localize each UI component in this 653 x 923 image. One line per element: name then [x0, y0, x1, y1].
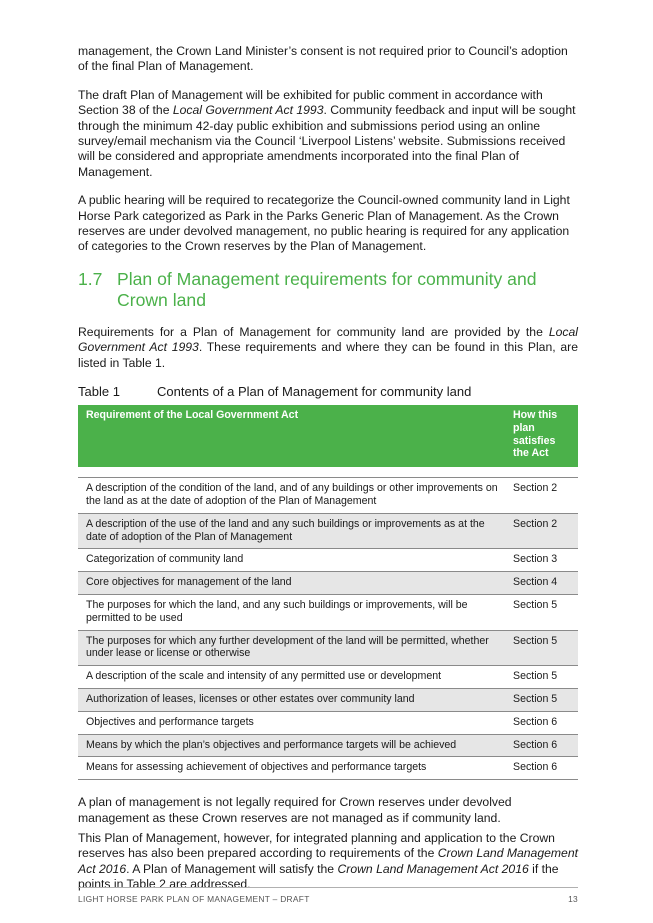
table-header-row — [78, 405, 578, 467]
document-page — [78, 44, 578, 893]
requirement-cell: The purposes for which any further development of the land will be permitted, whether under lease or license or otherwise — [78, 630, 509, 666]
requirement-cell: Core objectives for management of the land — [78, 572, 509, 595]
section-cell: Section 2 — [509, 513, 578, 549]
section-cell: Section 3 — [509, 549, 578, 572]
table-label: Table 1 — [78, 384, 120, 400]
table-row — [78, 757, 578, 780]
section-cell: Section 6 — [509, 734, 578, 757]
text-run: management, the Crown Land Minister’s consent is not required prior to Council’s adoption of the final Plan of Management. — [78, 44, 568, 74]
section-cell: Section 4 — [509, 572, 578, 595]
section-cell: Section 6 — [509, 711, 578, 734]
section-number: 1.7 — [78, 268, 103, 289]
act-citation: Crown Land Management Act 2016 — [78, 846, 578, 876]
crown-paragraph-2 — [78, 831, 578, 893]
table-row — [78, 711, 578, 734]
requirement-cell: Means for assessing achievement of objectives and performance targets — [78, 757, 509, 780]
section-cell: Section 5 — [509, 689, 578, 712]
requirement-cell: Means by which the plan’s objectives and performance targets will be achieved — [78, 734, 509, 757]
section-cell: Section 5 — [509, 595, 578, 631]
text-run: A plan of management is not legally required for Crown reserves under devolved management as these Crown reserves are not managed as if community land. — [78, 795, 512, 825]
table-row — [78, 595, 578, 631]
table-row — [78, 513, 578, 549]
text-run: The draft Plan of Management will be exhibited for public comment in accordance with Section 38 of the — [78, 87, 543, 118]
act-citation: Local Government Act 1993 — [172, 103, 324, 118]
header-requirement: Requirement of the Local Government Act — [78, 405, 509, 467]
section-heading — [78, 269, 578, 311]
table-row — [78, 630, 578, 666]
text-run: . Community feedback and input will be sought through the minimum 42-day public exhibition and submissions period using an online survey/email mechanism via the Council ‘Liverpool Listens’ website. Submissions received will be considered and appropriate amendments incorporated into the final Plan of Management. — [78, 103, 576, 179]
requirement-cell: A description of the condition of the land, and of any buildings or other improvements on the land as at the date of adoption of the Plan of Management — [78, 478, 509, 514]
requirement-cell: Authorization of leases, licenses or other estates over community land — [78, 689, 509, 712]
intro-paragraph-3 — [78, 193, 578, 255]
requirement-cell: A description of the scale and intensity of any permitted use or development — [78, 666, 509, 689]
text-run: Requirements for a Plan of Management for community land are provided by the — [78, 324, 549, 339]
table-spacer-row — [78, 467, 578, 478]
text-run: if the points in Table 2 are addressed. — [78, 861, 559, 892]
act-citation: Local Government Act 1993 — [78, 324, 578, 355]
requirement-cell: A description of the use of the land and any such buildings or improvements as at the date of adoption of the Plan of Management — [78, 513, 509, 549]
requirements-paragraph — [78, 325, 578, 371]
table-row — [78, 549, 578, 572]
table-caption — [78, 383, 578, 400]
page-number: 13 — [568, 894, 578, 904]
table-caption-text: Contents of a Plan of Management for community land — [157, 384, 472, 400]
text-run: A public hearing will be required to recategorize the Council-owned community land in Light Horse Park categorized as Park in the Parks Generic Plan of Management. As the Crown reserves are under devolved management, no public hearing is required for any application of categories to the Crown reserves by the Plan of Management. — [78, 193, 570, 254]
section-cell: Section 5 — [509, 666, 578, 689]
header-satisfies: How this plan satisfies the Act — [509, 405, 578, 467]
page-footer — [78, 887, 578, 904]
crown-paragraph-1 — [78, 795, 578, 826]
intro-paragraph-1 — [78, 44, 578, 75]
text-run: . These requirements and where they can be found in this Plan, are listed in Table 1. — [78, 340, 578, 370]
footer-title: LIGHT HORSE PARK PLAN OF MANAGEMENT – DRAFT — [78, 894, 310, 904]
section-cell: Section 6 — [509, 757, 578, 780]
table-row — [78, 689, 578, 712]
act-citation: Crown Land Management Act 2016 — [337, 861, 529, 876]
intro-paragraph-2 — [78, 88, 578, 180]
requirement-cell: The purposes for which the land, and any such buildings or improvements, will be permitted to be used — [78, 595, 509, 631]
table-row — [78, 666, 578, 689]
requirement-cell: Objectives and performance targets — [78, 711, 509, 734]
section-title: Plan of Management requirements for community and Crown land — [117, 268, 537, 310]
section-cell: Section 2 — [509, 478, 578, 514]
table-row — [78, 572, 578, 595]
requirement-cell: Categorization of community land — [78, 549, 509, 572]
section-cell: Section 5 — [509, 630, 578, 666]
text-run: . A Plan of Management will satisfy the — [126, 861, 338, 876]
table-row — [78, 734, 578, 757]
text-run: This Plan of Management, however, for integrated planning and application to the Crown reserves has also been prepared according to requirements of the — [78, 831, 555, 861]
table-row — [78, 478, 578, 514]
requirements-table — [78, 405, 578, 780]
